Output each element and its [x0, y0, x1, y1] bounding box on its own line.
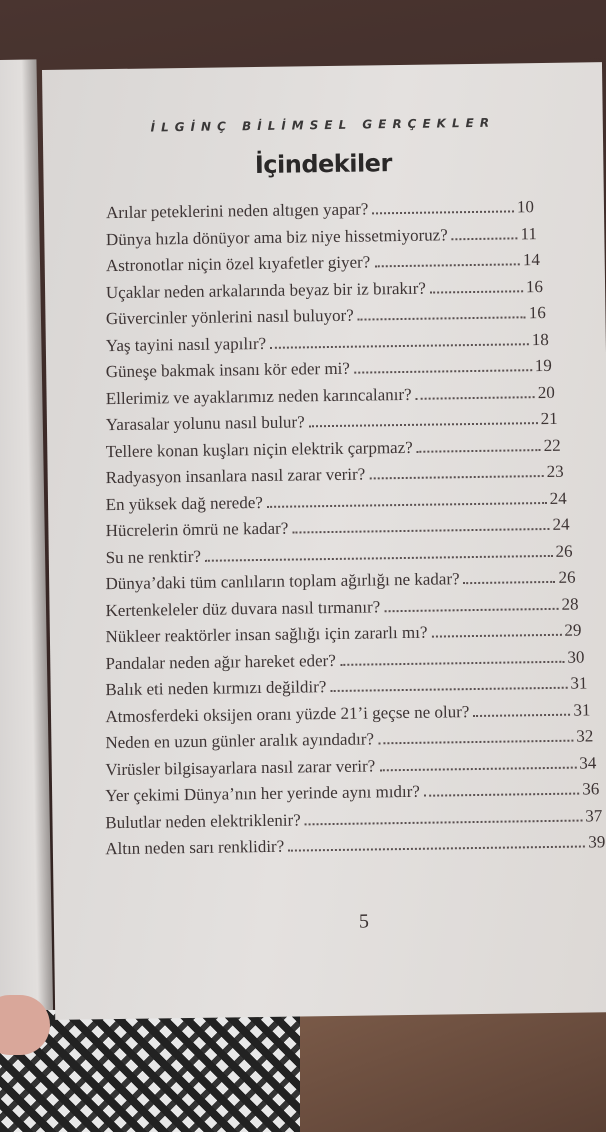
- dot-leader: [424, 793, 579, 797]
- dot-leader: [473, 713, 570, 716]
- toc-entry-page: 16: [525, 276, 544, 296]
- toc-entry-title: Nükleer reaktörler insan sağlığı için zararlı mı?: [105, 622, 428, 647]
- toc-entry-title: Neden en uzun günler aralık ayındadır?: [105, 729, 375, 753]
- toc-entry-page: 16: [528, 302, 546, 323]
- toc-entry-title: Dünya hızla dönüyor ama biz niye hissetmiyoruz?: [105, 224, 448, 249]
- toc-entry-page: 26: [555, 541, 573, 561]
- toc-entry-title: Arılar peteklerini neden altıgen yapar?: [105, 199, 369, 223]
- toc-entry-title: Atmosferdeki oksijen oranı yüzde 21’i geçse ne olur?: [105, 701, 470, 726]
- toc-entry-page: 10: [516, 197, 535, 217]
- toc-entry-page: 29: [564, 620, 582, 640]
- toc-entry-page: 14: [522, 250, 541, 270]
- toc-entry-page: 30: [567, 646, 585, 667]
- toc-entry-page: 20: [537, 382, 555, 402]
- dot-leader: [330, 687, 567, 692]
- toc-entry: [105, 832, 605, 865]
- toc-entry-page: 28: [561, 594, 579, 614]
- dot-leader: [292, 528, 549, 534]
- toc-entry-page: 32: [576, 726, 594, 746]
- toc-entry-page: 31: [570, 673, 588, 693]
- toc-entry-title: Tellere konan kuşları niçin elektrik çarpmaz?: [105, 437, 413, 461]
- toc-entry-title: Altın neden sarı renklidir?: [105, 836, 285, 859]
- toc-entry-page: 18: [531, 329, 549, 349]
- dot-leader: [267, 501, 547, 507]
- toc-entry-title: Güvercinler yönlerini nasıl buluyor?: [105, 305, 354, 329]
- page-title: İçindekiler: [254, 149, 392, 180]
- toc-entry-page: 22: [543, 435, 561, 455]
- dot-leader: [430, 290, 523, 293]
- dot-leader: [374, 263, 520, 267]
- toc-entry-page: 37: [585, 805, 603, 825]
- series-title: İLGİNÇ BİLİMSEL GERÇEKLER: [150, 115, 496, 135]
- toc-entry-page: 26: [558, 567, 576, 587]
- dot-leader: [379, 766, 576, 771]
- dot-leader: [288, 845, 585, 851]
- dot-leader: [431, 634, 561, 638]
- toc-entry-page: 24: [552, 514, 570, 534]
- toc-entry-page: 21: [540, 408, 558, 429]
- dot-leader: [464, 581, 556, 584]
- toc-entry-page: 19: [534, 355, 552, 376]
- toc-entry-title: Balık eti neden kırmızı değildir?: [105, 677, 327, 700]
- toc-entry-page: 39: [588, 832, 606, 852]
- dot-leader: [452, 237, 518, 240]
- dot-leader: [378, 740, 573, 745]
- dot-leader: [384, 607, 558, 611]
- toc-entry-title: Güneşe bakmak insanı kör eder mi?: [105, 358, 350, 382]
- toc-entry-title: Hücrelerin ömrü ne kadar?: [105, 518, 289, 541]
- dot-leader: [358, 316, 526, 320]
- dot-leader: [305, 819, 583, 825]
- dot-leader: [354, 369, 532, 373]
- toc-entry-title: Uçaklar neden arkalarında beyaz bir iz bırakır?: [105, 278, 427, 302]
- table-of-contents: [106, 196, 606, 865]
- toc-entry-title: Yarasalar yolunu nasıl bulur?: [105, 412, 305, 435]
- toc-entry-title: Radyasyon insanlara nasıl zarar verir?: [105, 464, 366, 488]
- toc-entry-title: Ellerimiz ve ayaklarımız neden karıncalanır?: [105, 384, 412, 408]
- dot-leader: [372, 210, 514, 214]
- toc-entry-page: 36: [582, 779, 600, 799]
- toc-entry-title: Bulutlar neden elektriklenir?: [105, 809, 301, 832]
- toc-entry-title: Kertenkeleler düz duvara nasıl tırmanır?: [105, 596, 381, 620]
- toc-entry-page: 11: [520, 223, 538, 243]
- dot-leader: [417, 449, 541, 453]
- toc-entry-title: Yaş tayini nasıl yapılır?: [105, 333, 267, 355]
- dot-leader: [270, 343, 529, 349]
- toc-entry-page: 24: [549, 488, 567, 508]
- page-number: 5: [358, 910, 370, 933]
- dot-leader: [309, 422, 538, 427]
- toc-entry-title: Dünya’daki tüm canlıların toplam ağırlığı ne kadar?: [105, 569, 460, 594]
- dot-leader: [205, 554, 553, 561]
- dot-leader: [340, 660, 565, 665]
- toc-entry-title: Su ne renktir?: [105, 546, 202, 567]
- book-page: [42, 62, 606, 1020]
- dot-leader: [369, 475, 543, 479]
- toc-entry-page: 34: [579, 752, 597, 773]
- dot-leader: [416, 396, 535, 400]
- toc-entry-title: Yer çekimi Dünya’nın her yerinde aynı mıdır?: [105, 781, 421, 806]
- toc-entry-title: Pandalar neden ağır hareket eder?: [105, 650, 336, 673]
- table-surface: [300, 1010, 606, 1132]
- toc-entry-page: 23: [546, 461, 564, 481]
- toc-entry-title: En yüksek dağ nerede?: [105, 492, 263, 514]
- toc-entry-title: Astronotlar niçin özel kıyafetler giyer?: [105, 252, 371, 276]
- toc-entry-page: 31: [573, 699, 591, 720]
- toc-entry-title: Virüsler bilgisayarlara nasıl zarar verir?: [105, 755, 376, 779]
